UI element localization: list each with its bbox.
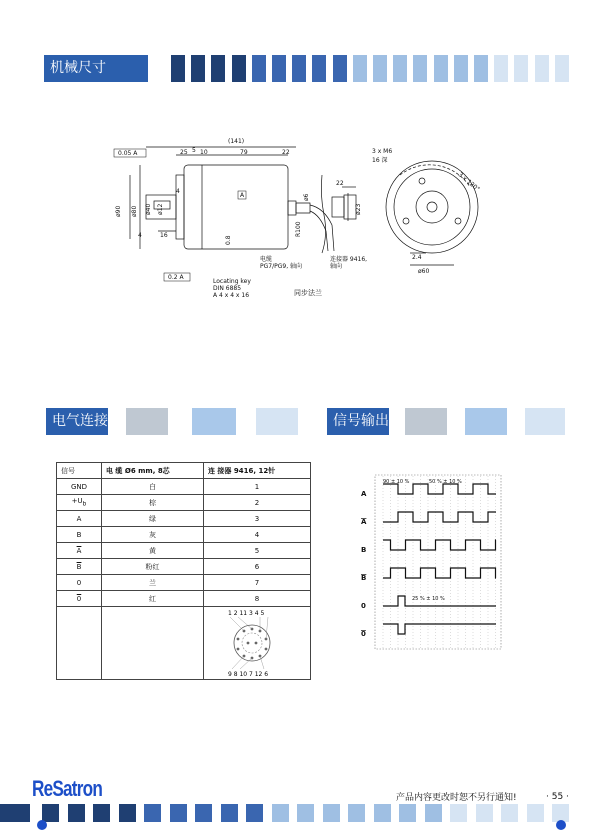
cell-color: 灰 bbox=[102, 527, 204, 543]
section-title-electrical: 电气连接 bbox=[46, 408, 108, 435]
cell-color: 白 bbox=[102, 479, 204, 495]
footer-square bbox=[119, 804, 136, 822]
dim-phi6: ø6 bbox=[303, 193, 310, 201]
cell-empty bbox=[102, 607, 204, 680]
dim-5: 5 bbox=[192, 147, 196, 154]
table-row bbox=[57, 575, 311, 591]
key-label-1: Locating key bbox=[213, 278, 251, 285]
channel-a-label: A bbox=[361, 490, 367, 498]
dim-79: 79 bbox=[240, 149, 248, 156]
cell-color: 黄 bbox=[102, 543, 204, 559]
header-square bbox=[413, 55, 427, 82]
cell-signal: A bbox=[57, 511, 102, 527]
header-square bbox=[232, 55, 246, 82]
header-block bbox=[465, 408, 507, 435]
table-row bbox=[57, 559, 311, 575]
footer-square bbox=[399, 804, 416, 822]
dim-22b: 22 bbox=[336, 180, 344, 187]
annotation-25-percent: 25 % ± 10 % bbox=[412, 596, 445, 602]
header-connector: 连 接器 9416, 12针 bbox=[204, 463, 311, 479]
channel-b-label: B bbox=[361, 546, 367, 554]
tolerance-bottom: 0.2 A bbox=[168, 274, 184, 281]
footer-square bbox=[323, 804, 340, 822]
header-square bbox=[333, 55, 347, 82]
connector-bottom-pins: 9 8 10 7 12 6 bbox=[228, 671, 269, 678]
cell-signal: B bbox=[57, 527, 102, 543]
table-header-row bbox=[57, 463, 311, 479]
dim-4b: 4 bbox=[138, 232, 142, 239]
dim-phi12: ø12 bbox=[157, 203, 164, 215]
dim-22a: 22 bbox=[282, 149, 290, 156]
connector-pinout-diagram bbox=[204, 607, 302, 679]
cell-color: 兰 bbox=[102, 575, 204, 591]
footer-square bbox=[170, 804, 187, 822]
header-square bbox=[474, 55, 488, 82]
brand-logo bbox=[32, 776, 102, 802]
cell-color: 粉红 bbox=[102, 559, 204, 575]
footer-square bbox=[195, 804, 212, 822]
header-square bbox=[312, 55, 326, 82]
footer-square bbox=[68, 804, 85, 822]
cell-color: 红 bbox=[102, 591, 204, 607]
dim-0-8: 0.8 bbox=[225, 235, 232, 245]
datum-a: A bbox=[240, 192, 245, 199]
footer-bar bbox=[0, 804, 591, 822]
header-square bbox=[454, 55, 468, 82]
cell-empty bbox=[57, 607, 102, 680]
dim-r100: R100 bbox=[295, 221, 302, 237]
timing-diagram bbox=[356, 474, 506, 654]
header-square bbox=[252, 55, 266, 82]
cell-pin: 1 bbox=[204, 479, 311, 495]
footer-dot-right bbox=[556, 820, 566, 830]
dim-16: 16 bbox=[160, 232, 168, 239]
connector-label-2: 轴向 bbox=[330, 263, 343, 270]
footer-square bbox=[246, 804, 263, 822]
brand-logo-text: ReSatron bbox=[32, 776, 103, 801]
dim-phi90: ø90 bbox=[115, 205, 122, 217]
cell-color: 绿 bbox=[102, 511, 204, 527]
header-square bbox=[494, 55, 508, 82]
timing-waveform bbox=[383, 512, 496, 522]
connector-top-pins: 1 2 11 3 4 5 bbox=[228, 610, 265, 617]
section-title-signal: 信号输出 bbox=[327, 408, 389, 435]
channel-b-bar-label: B bbox=[361, 574, 367, 582]
table-row bbox=[57, 479, 311, 495]
timing-waveform bbox=[383, 568, 496, 578]
footer-square bbox=[272, 804, 289, 822]
header-block bbox=[126, 408, 168, 435]
dim-25: 25 bbox=[180, 149, 188, 156]
dim-phi40: ø40 bbox=[145, 203, 152, 215]
footer-square bbox=[221, 804, 238, 822]
flange-label: 同步法兰 bbox=[294, 289, 322, 297]
section-header-mechanical bbox=[44, 55, 574, 82]
cell-pin: 7 bbox=[204, 575, 311, 591]
tolerance-top: 0.05 A bbox=[118, 150, 138, 157]
header-block bbox=[525, 408, 565, 435]
header-signal: 信号 bbox=[57, 463, 102, 479]
connector-label-1: 连接器 9416, bbox=[330, 256, 368, 263]
header-square bbox=[292, 55, 306, 82]
table-row-connector bbox=[57, 607, 311, 680]
header-square bbox=[211, 55, 225, 82]
footer-square bbox=[374, 804, 391, 822]
footer-square bbox=[527, 804, 544, 822]
dim-120deg: 3 x 120° bbox=[456, 171, 481, 194]
header-square bbox=[514, 55, 528, 82]
header-square bbox=[373, 55, 387, 82]
cell-pin: 2 bbox=[204, 495, 311, 511]
dim-141: (141) bbox=[228, 138, 245, 145]
annotation-50-percent: 50 % ± 10 % bbox=[429, 479, 462, 485]
cell-signal: 0 bbox=[57, 591, 102, 607]
header-square bbox=[272, 55, 286, 82]
cell-color: 棕 bbox=[102, 495, 204, 511]
cell-signal bbox=[57, 495, 102, 511]
dim-10: 10 bbox=[200, 149, 208, 156]
footer-square bbox=[42, 804, 59, 822]
channel-a-bar-label: A bbox=[361, 518, 367, 526]
footer-dot-left bbox=[37, 820, 47, 830]
annotation-90-percent: 90 ± 10 % bbox=[383, 479, 410, 485]
dim-depth16: 16 深 bbox=[372, 157, 388, 164]
page-number: · 55 · bbox=[546, 792, 569, 802]
footer-notice: 产品内容更改时恕不另行通知! bbox=[396, 793, 517, 803]
signal-ub: +U bbox=[71, 497, 83, 506]
mechanical-drawing bbox=[110, 135, 490, 305]
cell-pin: 3 bbox=[204, 511, 311, 527]
timing-waveform-zero-inverted bbox=[383, 624, 496, 634]
table-row bbox=[57, 527, 311, 543]
header-square bbox=[191, 55, 205, 82]
footer-square bbox=[297, 804, 314, 822]
signal-ub-sub: b bbox=[82, 501, 87, 508]
key-label-2: DIN 6885 bbox=[213, 285, 242, 292]
footer-square bbox=[144, 804, 161, 822]
cell-pin: 8 bbox=[204, 591, 311, 607]
cell-signal: $\overline{A}$ bbox=[57, 543, 102, 559]
footer-square bbox=[450, 804, 467, 822]
cell-pin: 6 bbox=[204, 559, 311, 575]
channel-0-bar-label: 0 bbox=[361, 630, 366, 638]
dim-phi80: ø80 bbox=[131, 205, 138, 217]
timing-waveform bbox=[383, 484, 496, 494]
footer-square bbox=[425, 804, 442, 822]
dim-m6: 3 x M6 bbox=[372, 148, 393, 155]
section-title-mechanical: 机械尺寸 bbox=[44, 55, 148, 82]
header-block bbox=[256, 408, 298, 435]
section-header-signal bbox=[327, 408, 567, 435]
table-row bbox=[57, 511, 311, 527]
dim-2-4: 2.4 bbox=[412, 254, 422, 261]
key-label-3: A 4 x 4 x 16 bbox=[213, 292, 250, 299]
header-square bbox=[393, 55, 407, 82]
footer-square bbox=[476, 804, 493, 822]
footer-square bbox=[93, 804, 110, 822]
table-row bbox=[57, 495, 311, 511]
pin-table bbox=[56, 462, 311, 680]
dim-4: 4 bbox=[176, 188, 180, 195]
header-square bbox=[434, 55, 448, 82]
cell-signal: 0 bbox=[57, 575, 102, 591]
connector-cell bbox=[204, 607, 311, 680]
timing-waveform bbox=[383, 540, 496, 550]
cable-label-1: 电缆 bbox=[260, 256, 273, 263]
header-square bbox=[535, 55, 549, 82]
table-row bbox=[57, 591, 311, 607]
header-square bbox=[555, 55, 569, 82]
channel-0-label: 0 bbox=[361, 602, 366, 610]
cable-label-2: PG7/PG9, 轴向 bbox=[260, 263, 303, 270]
footer-square bbox=[501, 804, 518, 822]
dim-phi23: ø23 bbox=[355, 203, 362, 215]
header-square bbox=[353, 55, 367, 82]
dim-phi60: ø60 bbox=[418, 268, 430, 275]
cell-pin: 5 bbox=[204, 543, 311, 559]
section-header-electrical bbox=[46, 408, 306, 435]
footer-square bbox=[348, 804, 365, 822]
table-row bbox=[57, 543, 311, 559]
header-block bbox=[405, 408, 447, 435]
cell-signal: GND bbox=[57, 479, 102, 495]
header-square bbox=[171, 55, 185, 82]
cell-signal: $\overline{B}$ bbox=[57, 559, 102, 575]
cell-pin: 4 bbox=[204, 527, 311, 543]
header-block bbox=[192, 408, 236, 435]
header-cable: 电 缆 Ø6 mm, 8芯 bbox=[102, 463, 204, 479]
